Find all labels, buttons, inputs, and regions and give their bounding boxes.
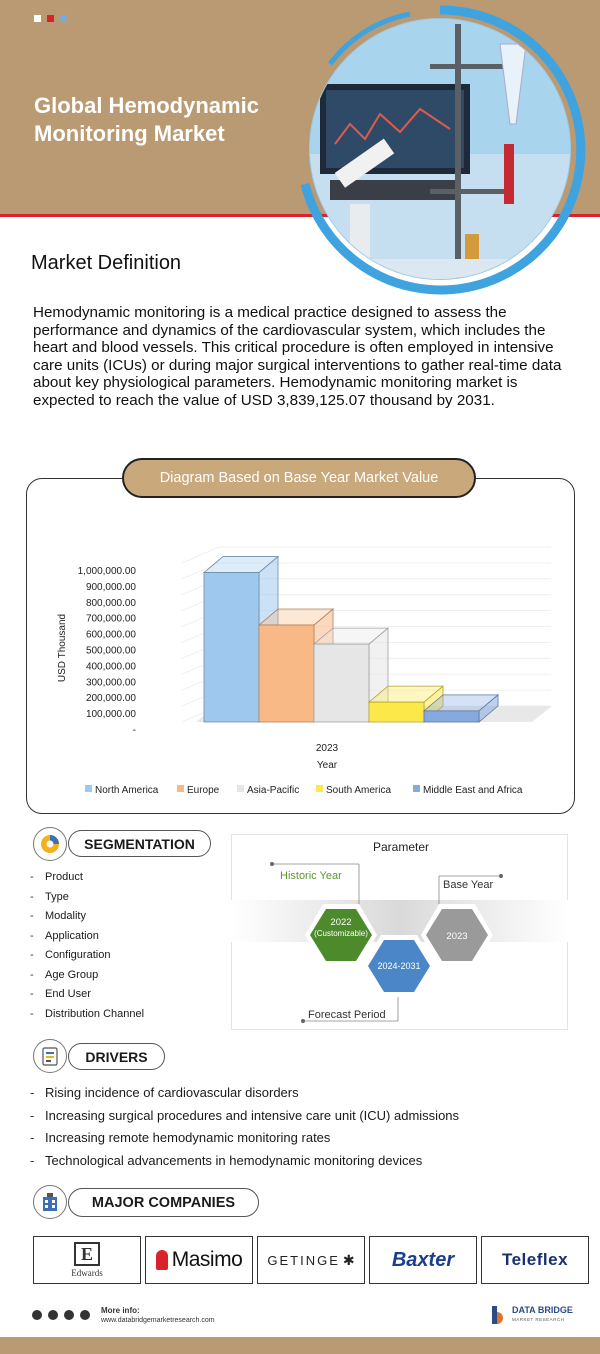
list-item: - Configuration	[30, 948, 144, 968]
list-item: - Rising incidence of cardiovascular disorders	[30, 1085, 459, 1108]
company-logos	[33, 1236, 589, 1284]
companies-label: MAJOR COMPANIES	[68, 1188, 259, 1217]
base-year-label: Base Year	[443, 879, 494, 891]
list-item: - Age Group	[30, 968, 144, 988]
market-definition-text: Hemodynamic monitoring is a medical practice designed to assess the performance and dynamics of the cardiovascular system, which includes the heart and blood vessels. This critical procedure is often employed in intensive care units (ICUs) or during major surgical interventions to gather real-time data about key physiological parameters. Hemodynamic monitoring market is expected to reach the value of USD 3,839,125.07 thousand by 2031.	[33, 304, 562, 409]
baxter-name: Baxter	[391, 1248, 455, 1271]
brand-name: DATA BRIDGE	[512, 1305, 573, 1315]
legend-label: Middle East and Africa	[423, 785, 523, 796]
list-item: - Modality	[30, 909, 144, 929]
y-tick-label: -	[132, 725, 136, 736]
y-tick-label: 900,000.00	[85, 581, 136, 593]
y-tick-label: 600,000.00	[85, 629, 136, 641]
y-axis-label: USD Thousand	[57, 613, 68, 683]
getinge-logo	[257, 1236, 365, 1284]
drivers-icon	[33, 1039, 67, 1073]
chart-title: Diagram Based on Base Year Market Value	[122, 458, 476, 498]
chart-container	[26, 478, 575, 814]
forecast-period-value: 2024-2031	[377, 961, 421, 971]
dot-red	[47, 15, 54, 22]
edwards-name: Edwards	[71, 1268, 103, 1278]
list-item: - End User	[30, 987, 144, 1007]
list-item: - Type	[30, 890, 144, 910]
teleflex-logo	[481, 1236, 589, 1284]
base-year-value: 2023	[446, 931, 468, 942]
baxter-logo	[369, 1236, 477, 1284]
segmentation-label: SEGMENTATION	[68, 830, 211, 857]
brand-subtitle: MARKET RESEARCH	[512, 1317, 565, 1322]
segmentation-list	[30, 870, 144, 1026]
more-info-label: More info:	[101, 1306, 140, 1315]
masimo-logo	[145, 1236, 253, 1284]
facebook-icon[interactable]	[48, 1310, 58, 1320]
list-item: - Application	[30, 929, 144, 949]
legend-label: Asia-Pacific	[247, 785, 300, 796]
masimo-name: Masimo	[171, 1248, 243, 1271]
brand-logo	[490, 1304, 573, 1326]
footer-bar	[0, 1337, 600, 1354]
parameter-title: Parameter	[373, 840, 430, 854]
legend-label: South America	[326, 785, 392, 796]
getinge-star-icon: ✱	[342, 1251, 355, 1268]
y-tick-label: 500,000.00	[85, 645, 136, 657]
twitter-icon[interactable]	[64, 1310, 74, 1320]
y-tick-label: 700,000.00	[85, 613, 136, 625]
drivers-label: DRIVERS	[68, 1043, 165, 1070]
y-tick-label: 100,000.00	[85, 709, 136, 721]
legend-label: North America	[95, 785, 159, 796]
segmentation-icon	[33, 827, 67, 861]
dot-blue	[60, 15, 67, 22]
lab-hero-image	[290, 4, 590, 299]
market-definition-heading: Market Definition	[31, 252, 182, 274]
data-bridge-icon	[490, 1304, 508, 1326]
x-tick-label: 2023	[315, 743, 339, 754]
legend-label: Europe	[187, 785, 220, 796]
edwards-logo: E Edwards	[33, 1236, 141, 1284]
teleflex-name: Teleflex	[501, 1250, 569, 1269]
companies-icon	[33, 1185, 67, 1219]
website-link[interactable]: www.databridgemarketresearch.com	[101, 1317, 215, 1324]
list-item: - Increasing surgical procedures and intensive care unit (ICU) admissions	[30, 1108, 459, 1131]
more-info	[101, 1306, 215, 1325]
list-item: - Distribution Channel	[30, 1007, 144, 1027]
parameter-diagram	[231, 834, 568, 1030]
historic-year-value: 2022	[330, 917, 352, 928]
forecast-period-label: Forecast Period	[308, 1009, 386, 1021]
header-dots	[34, 15, 67, 22]
drivers-list	[30, 1085, 459, 1175]
y-tick-label: 200,000.00	[85, 693, 136, 705]
historic-year-label: Historic Year	[280, 870, 342, 882]
page-title: Global Hemodynamic Monitoring Market	[34, 93, 259, 146]
x-axis-label: Year	[316, 760, 338, 771]
y-tick-label: 1,000,000.00	[77, 566, 136, 577]
dot-white	[34, 15, 41, 22]
y-tick-label: 300,000.00	[85, 677, 136, 689]
list-item: - Product	[30, 870, 144, 890]
social-icons	[32, 1310, 90, 1320]
list-item: - Increasing remote hemodynamic monitoring rates	[30, 1130, 459, 1153]
whatsapp-icon[interactable]	[32, 1310, 42, 1320]
y-tick-label: 800,000.00	[85, 597, 136, 609]
getinge-name: GETINGE	[267, 1252, 340, 1268]
y-tick-label: 400,000.00	[85, 661, 136, 673]
instagram-icon[interactable]	[80, 1310, 90, 1320]
list-item: - Technological advancements in hemodynamic monitoring devices	[30, 1153, 459, 1176]
historic-year-note: (Customizable)	[314, 929, 368, 938]
